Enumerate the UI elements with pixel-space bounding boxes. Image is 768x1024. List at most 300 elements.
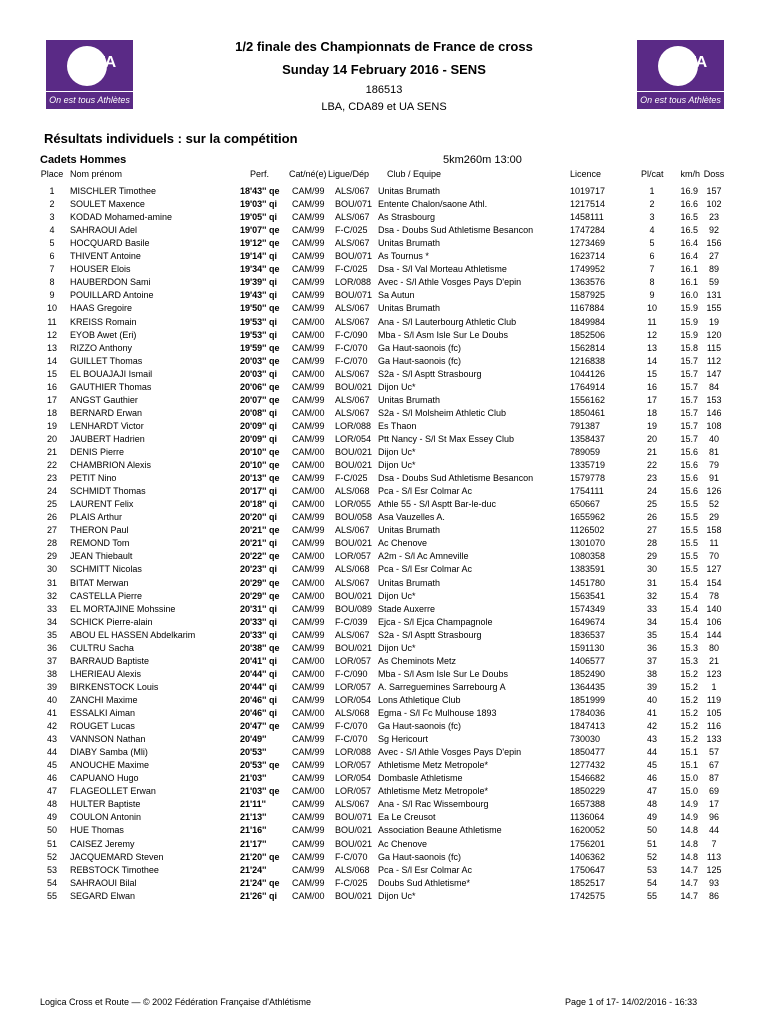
speed-kmh: 15.2 (680, 668, 698, 679)
performance: 19'50'' qe (240, 303, 280, 314)
speed-kmh: 15.2 (680, 708, 698, 718)
club: Es Thaon (378, 420, 417, 431)
performance: 20'17'' qi (240, 486, 277, 497)
category-year: CAM/99 (292, 199, 325, 210)
bib-number: 40 (708, 433, 719, 444)
place: 55 (46, 890, 57, 901)
license: 1019717 (570, 186, 606, 196)
bib-number: 108 (706, 420, 722, 431)
club: Dsa - Doubs Sud Athletisme Besancon (378, 473, 534, 484)
bib-number: 116 (706, 721, 722, 732)
club: Dombasle Athletisme (378, 773, 463, 784)
club: Unitas Brumath (378, 577, 441, 588)
category-year: CAM/99 (292, 799, 325, 810)
performance: 19'53'' qi (240, 316, 277, 327)
place-in-category: 49 (646, 812, 657, 823)
performance: 20'03'' qe (240, 355, 280, 366)
place: 37 (46, 655, 57, 666)
athlete-name: HOUSER Elois (70, 264, 131, 275)
table-row (0, 341, 768, 355)
performance: 20'22'' qe (240, 551, 280, 562)
performance: 20'09'' qi (240, 433, 277, 444)
table-row (0, 484, 768, 498)
performance: 20'09'' qi (240, 420, 277, 431)
speed-kmh: 15.7 (680, 368, 698, 379)
license: 1850229 (570, 786, 606, 797)
league-dept: BOU/021 (335, 890, 373, 901)
place: 42 (46, 721, 57, 732)
footer-copyright: Logica Cross et Route — © 2002 Fédération Française d'Athlétisme (40, 997, 311, 1007)
league-dept: ALS/068 (335, 564, 370, 575)
speed-kmh: 15.9 (680, 329, 698, 340)
table-row (0, 889, 768, 903)
category-year: CAM/99 (292, 264, 325, 275)
performance: 21'13'' (240, 812, 267, 823)
performance: 20'18'' qi (240, 499, 277, 510)
performance: 20'06'' qe (240, 381, 280, 392)
table-row (0, 719, 768, 733)
athlete-name: JAUBERT Hadrien (70, 433, 145, 444)
place-in-category: 3 (649, 212, 655, 223)
place: 46 (46, 773, 57, 784)
performance: 19'53'' qi (240, 329, 277, 340)
place-in-category: 29 (646, 551, 657, 562)
bib-number: 59 (708, 277, 719, 288)
category-year: CAM/00 (292, 486, 325, 497)
license: 1406577 (570, 655, 606, 666)
performance: 19'05'' qi (240, 212, 277, 223)
table-header (0, 167, 768, 181)
league-dept: BOU/071 (335, 199, 373, 210)
table-row (0, 328, 768, 342)
league-dept: ALS/068 (335, 864, 370, 875)
athlete-name: CAPUANO Hugo (70, 773, 139, 784)
table-row (0, 406, 768, 420)
speed-kmh: 15.5 (680, 499, 698, 510)
speed-kmh: 15.2 (680, 734, 698, 745)
license: 1273469 (570, 238, 606, 249)
bib-number: 57 (708, 747, 719, 758)
place-in-category: 5 (649, 238, 655, 249)
athlete-name: SAHRAOUI Bilal (70, 877, 137, 888)
category-year: CAM/99 (292, 564, 325, 575)
performance: 21'03'' qe (240, 786, 280, 797)
column-header: Ligue/Dép (328, 169, 370, 179)
category-year: CAM/99 (292, 277, 325, 288)
place-in-category: 12 (646, 329, 657, 340)
bib-number: 69 (708, 786, 719, 797)
speed-kmh: 15.5 (680, 525, 698, 536)
performance: 19'14'' qi (240, 251, 277, 262)
bib-number: 80 (708, 642, 719, 653)
place: 12 (46, 329, 57, 340)
club: Ejca - S/l Ejca Champagnole (378, 616, 493, 627)
club: Sg Hericourt (378, 734, 429, 745)
place: 27 (46, 525, 57, 536)
place: 52 (46, 851, 57, 862)
performance: 20'46'' qi (240, 694, 277, 705)
bib-number: 156 (706, 238, 722, 249)
athlete-name: EL MORTAJINE Mohssine (70, 603, 176, 614)
license: 1126502 (570, 525, 605, 536)
category-year: CAM/99 (292, 603, 325, 614)
column-header: Perf. (250, 169, 270, 179)
league-dept: F-C/090 (335, 668, 368, 679)
place-in-category: 2 (649, 199, 655, 210)
place-in-category: 7 (649, 264, 655, 275)
place: 17 (46, 394, 57, 405)
place: 48 (46, 799, 57, 810)
performance: 19'43'' qi (240, 290, 277, 301)
performance: 19'34'' qe (240, 264, 280, 275)
athlete-name: JEAN Thiebault (70, 551, 133, 562)
performance: 19'03'' qi (240, 199, 277, 210)
performance: 21'26'' qi (240, 890, 277, 901)
category-year: CAM/99 (292, 721, 325, 732)
athlete-name: KREISS Romain (70, 316, 137, 327)
league-dept: BOU/021 (335, 447, 373, 457)
table-row (0, 823, 768, 837)
club: A2m - S/l Ac Amneville (378, 551, 469, 562)
license: 1852517 (570, 877, 606, 888)
performance: 21'24'' qe (240, 877, 280, 888)
club: A. Sarreguemines Sarrebourg A (378, 681, 506, 692)
bib-number: 126 (706, 486, 722, 497)
speed-kmh: 14.7 (680, 890, 698, 901)
performance: 20'10'' qe (240, 460, 280, 471)
league-dept: BOU/021 (335, 642, 373, 653)
club: Dijon Uc* (378, 590, 416, 601)
table-row (0, 784, 768, 798)
place-in-category: 20 (646, 433, 657, 444)
league-dept: LOR/055 (335, 499, 372, 510)
athlete-name: CHAMBRION Alexis (70, 460, 152, 471)
league-dept: ALS/067 (335, 799, 370, 810)
league-dept: ALS/067 (335, 368, 370, 379)
league-dept: BOU/071 (335, 812, 373, 823)
club: Unitas Brumath (378, 303, 441, 314)
speed-kmh: 16.1 (680, 277, 698, 288)
league-dept: ALS/067 (335, 577, 370, 588)
athlete-name: SOULET Maxence (70, 199, 145, 210)
license: 1851999 (570, 694, 606, 705)
speed-kmh: 14.9 (680, 799, 698, 810)
place: 22 (46, 460, 57, 471)
performance: 20'08'' qi (240, 407, 277, 418)
bib-number: 21 (708, 655, 719, 666)
speed-kmh: 15.5 (680, 538, 698, 549)
place-in-category: 51 (646, 838, 657, 849)
category-year: CAM/99 (292, 355, 325, 366)
license: 730030 (570, 734, 601, 745)
club: Ac Chenove (378, 538, 428, 549)
category-year: CAM/99 (292, 864, 325, 875)
athlete-name: FLAGEOLLET Erwan (70, 786, 156, 797)
place-in-category: 6 (649, 251, 655, 262)
bib-number: 92 (708, 225, 719, 236)
place-in-category: 23 (646, 473, 657, 484)
license: 1562814 (570, 342, 606, 353)
athlete-name: CAISEZ Jeremy (70, 838, 135, 849)
performance: 20'29'' qe (240, 577, 280, 588)
table-row (0, 536, 768, 550)
league-dept: F-C/090 (335, 329, 368, 340)
club: Unitas Brumath (378, 394, 441, 405)
table-row (0, 262, 768, 276)
club: Ga Haut-saonois (fc) (378, 342, 462, 353)
bib-number: 106 (706, 616, 722, 627)
place: 11 (47, 316, 57, 327)
bib-number: 133 (706, 734, 722, 745)
athlete-name: SCHMIDT Thomas (70, 486, 146, 497)
speed-kmh: 16.6 (680, 199, 698, 210)
league-dept: BOU/021 (335, 460, 373, 471)
performance: 21'24'' (240, 864, 267, 875)
performance: 20'47'' qe (240, 721, 280, 732)
table-row (0, 589, 768, 603)
club: Ga Haut-saonois (fc) (378, 721, 462, 732)
speed-kmh: 15.7 (680, 355, 698, 366)
athlete-name: JACQUEMARD Steven (70, 851, 164, 862)
athlete-name: ROUGET Lucas (70, 721, 135, 732)
table-row (0, 354, 768, 368)
place-in-category: 27 (646, 525, 657, 536)
category-year: CAM/00 (292, 786, 325, 797)
bib-number: 119 (706, 694, 722, 705)
speed-kmh: 15.9 (680, 316, 698, 327)
speed-kmh: 15.7 (680, 420, 698, 431)
athlete-name: SCHICK Pierre-alain (70, 616, 153, 627)
logo-text: FFA (677, 54, 708, 71)
speed-kmh: 15.4 (680, 616, 698, 627)
bib-number: 87 (708, 773, 719, 784)
athlete-name: THIVENT Antoine (70, 251, 141, 262)
place: 28 (46, 538, 57, 549)
athlete-name: SEGARD Elwan (70, 890, 136, 901)
club: Egma - S/l Fc Mulhouse 1893 (378, 708, 497, 718)
league-dept: ALS/067 (335, 525, 370, 536)
club: As Cheminots Metz (378, 655, 457, 666)
bib-number: 52 (708, 499, 719, 510)
place: 53 (46, 864, 57, 875)
category-label: Cadets Hommes (40, 154, 127, 166)
category-year: CAM/99 (292, 773, 325, 784)
table-row (0, 641, 768, 655)
speed-kmh: 14.8 (680, 838, 698, 849)
place: 7 (49, 264, 55, 275)
athlete-name: EYOB Awet (Eri) (70, 329, 137, 340)
license: 1756201 (570, 838, 606, 849)
table-row (0, 850, 768, 864)
performance: 20'31'' qi (240, 603, 277, 614)
bib-number: 79 (708, 460, 719, 471)
category-year: CAM/00 (292, 668, 325, 679)
performance: 20'20'' qi (240, 512, 277, 523)
category-year: CAM/99 (292, 812, 325, 823)
license: 1216838 (570, 355, 606, 366)
category-year: CAM/99 (292, 212, 325, 223)
league-dept: LOR/088 (335, 420, 372, 431)
athlete-name: BARRAUD Baptiste (70, 655, 150, 666)
license: 1849984 (570, 316, 606, 327)
page-title: 1/2 finale des Championnats de France de cross (235, 39, 533, 54)
license: 1406362 (570, 851, 606, 862)
category-year: CAM/00 (292, 447, 325, 457)
speed-kmh: 16.5 (680, 225, 698, 236)
place: 4 (49, 225, 55, 236)
license: 1620052 (570, 825, 606, 836)
league-dept: BOU/021 (335, 590, 373, 601)
category-year: CAM/99 (292, 838, 325, 849)
column-header: Pl/cat (641, 169, 664, 179)
category-year: CAM/99 (292, 251, 325, 262)
speed-kmh: 16.5 (680, 212, 698, 223)
club: Unitas Brumath (378, 186, 441, 196)
distance-time: 5km260m 13:00 (443, 154, 522, 166)
athlete-name: PLAIS Arthur (70, 512, 123, 523)
place-in-category: 8 (649, 277, 655, 288)
performance: 20'53'' qe (240, 760, 280, 771)
category-year: CAM/00 (292, 316, 325, 327)
license: 1587925 (570, 290, 606, 301)
athlete-name: LHERIEAU Alexis (70, 668, 142, 679)
athlete-name: MISCHLER Timothee (70, 186, 157, 196)
place-in-category: 15 (646, 368, 657, 379)
speed-kmh: 16.4 (680, 251, 698, 262)
league-dept: ALS/068 (335, 708, 370, 718)
place: 49 (46, 812, 57, 823)
table-row (0, 445, 768, 459)
table-row (0, 419, 768, 433)
place-in-category: 46 (646, 773, 657, 784)
league-dept: BOU/071 (335, 251, 373, 262)
club: Doubs Sud Athletisme* (378, 877, 471, 888)
event-code: 186513 (365, 84, 403, 96)
speed-kmh: 15.0 (680, 773, 698, 784)
club: Unitas Brumath (378, 238, 441, 249)
license: 1563541 (570, 590, 606, 601)
athlete-name: SAHRAOUI Adel (70, 225, 138, 236)
table-row (0, 249, 768, 263)
category-year: CAM/99 (292, 342, 325, 353)
performance: 20'53'' (240, 747, 267, 758)
license: 1546682 (570, 773, 606, 784)
performance: 19'12'' qe (240, 238, 280, 249)
bib-number: 147 (706, 368, 722, 379)
place: 25 (46, 499, 57, 510)
performance: 19'07'' qe (240, 225, 280, 236)
performance: 20'44'' qi (240, 681, 277, 692)
table-row (0, 523, 768, 537)
bib-number: 158 (706, 525, 722, 536)
bib-number: 157 (706, 186, 722, 196)
athlete-name: REMOND Tom (70, 538, 130, 549)
license: 1217514 (570, 199, 606, 210)
table-row (0, 380, 768, 394)
table-row (0, 471, 768, 485)
category-year: CAM/99 (292, 681, 325, 692)
athlete-name: CASTELLA Pierre (70, 590, 143, 601)
athlete-name: DIABY Samba (Mli) (70, 747, 148, 758)
bib-number: 113 (706, 851, 722, 862)
league-dept: ALS/067 (335, 238, 370, 249)
category-year: CAM/00 (292, 655, 325, 666)
club: Association Beaune Athletisme (378, 825, 502, 836)
performance: 20'41'' qi (240, 655, 277, 666)
league-dept: LOR/088 (335, 277, 372, 288)
license: 1749952 (570, 264, 606, 275)
club: Ac Chenove (378, 838, 428, 849)
place: 54 (46, 877, 57, 888)
table-row (0, 288, 768, 302)
bib-number: 155 (706, 303, 722, 314)
athlete-name: HOCQUARD Basile (70, 238, 150, 249)
bib-number: 93 (708, 877, 719, 888)
bib-number: 120 (706, 329, 722, 340)
license: 1080358 (570, 551, 606, 562)
place: 29 (46, 551, 57, 562)
table-row (0, 628, 768, 642)
footer-page-info: Page 1 of 17- 14/02/2016 - 16:33 (565, 997, 698, 1007)
place-in-category: 31 (646, 577, 657, 588)
category-year: CAM/99 (292, 760, 325, 771)
place: 39 (46, 681, 57, 692)
bib-number: 146 (706, 407, 722, 418)
table-row (0, 797, 768, 811)
league-dept: F-C/070 (335, 721, 368, 732)
performance: 20'10'' qe (240, 447, 280, 457)
place: 40 (46, 694, 57, 705)
place: 24 (46, 486, 57, 497)
speed-kmh: 15.7 (680, 433, 698, 444)
league-dept: LOR/057 (335, 760, 372, 771)
category-year: CAM/99 (292, 512, 325, 523)
place-in-category: 24 (646, 486, 657, 497)
category-year: CAM/99 (292, 629, 325, 640)
place-in-category: 48 (646, 799, 657, 810)
license: 1335719 (570, 460, 606, 471)
performance: 21'16'' (240, 825, 267, 836)
speed-kmh: 15.7 (680, 394, 698, 405)
bib-number: 102 (706, 199, 722, 210)
athlete-name: HUE Thomas (70, 825, 124, 836)
place: 10 (46, 303, 57, 314)
category-year: CAM/99 (292, 538, 325, 549)
category-year: CAM/99 (292, 877, 325, 888)
license: 789059 (570, 447, 601, 457)
speed-kmh: 16.9 (680, 186, 698, 196)
license: 1657388 (570, 799, 606, 810)
league-dept: LOR/054 (335, 773, 372, 784)
league-dept: LOR/088 (335, 747, 372, 758)
league-dept: F-C/025 (335, 473, 368, 484)
place: 51 (46, 838, 57, 849)
league-dept: F-C/070 (335, 342, 368, 353)
club: As Tournus * (378, 251, 429, 262)
performance: 20'21'' qi (240, 538, 277, 549)
place-in-category: 21 (646, 447, 657, 457)
category-year: CAM/00 (292, 590, 325, 601)
category-year: CAM/99 (292, 381, 325, 392)
organizers: LBA, CDA89 et UA SENS (321, 101, 447, 113)
club: Mba - S/l Asm Isle Sur Le Doubs (378, 668, 509, 679)
speed-kmh: 15.4 (680, 577, 698, 588)
performance: 20'44'' qi (240, 668, 277, 679)
place: 9 (49, 290, 55, 301)
bib-number: 81 (708, 447, 719, 457)
category-year: CAM/00 (292, 329, 325, 340)
speed-kmh: 15.2 (680, 694, 698, 705)
